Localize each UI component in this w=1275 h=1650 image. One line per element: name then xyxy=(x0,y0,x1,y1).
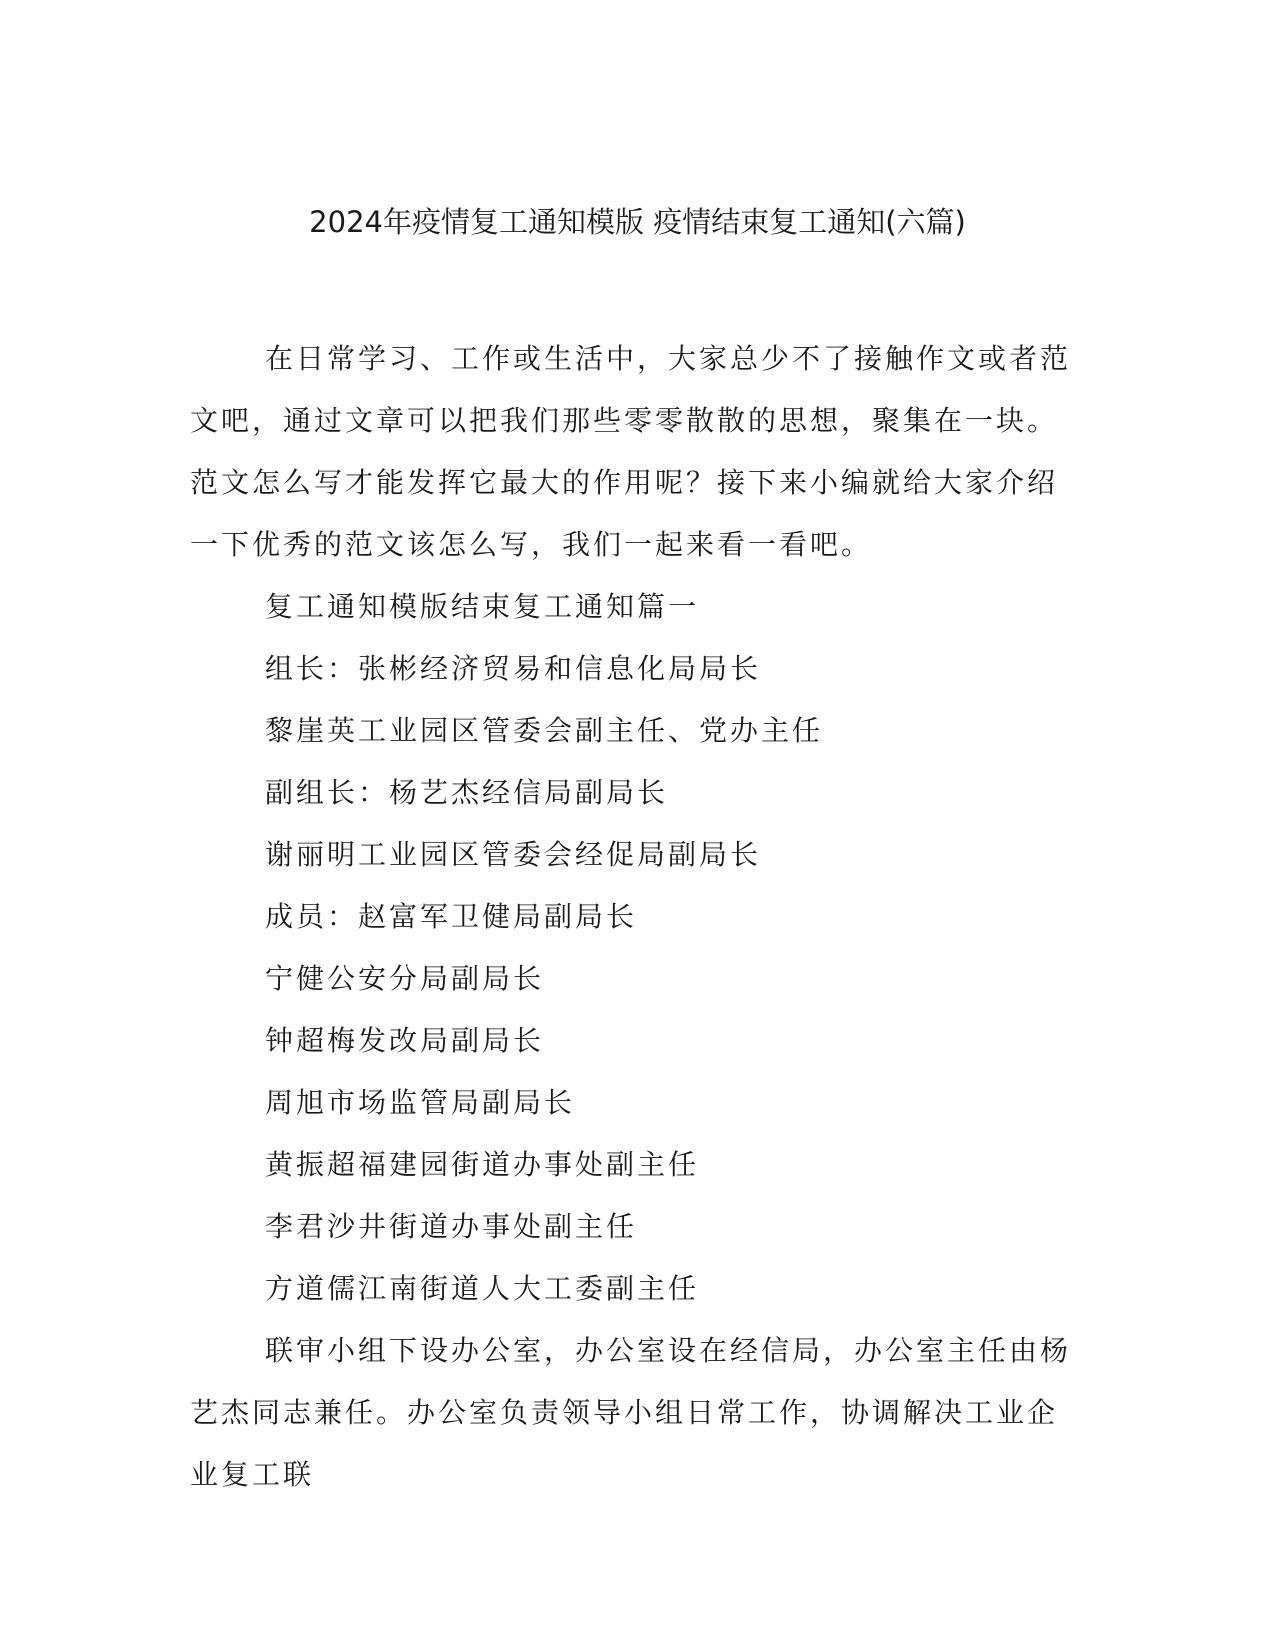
section-heading: 复工通知模版结束复工通知篇一 xyxy=(265,590,700,623)
list-item: 周旭市场监管局副局长 xyxy=(265,1086,576,1119)
list-item: 黄振超福建园街道办事处副主任 xyxy=(265,1148,700,1181)
list-item: 黎崖英工业园区管委会副主任、党办主任 xyxy=(265,714,824,747)
list-item: 宁健公安分局副局长 xyxy=(265,962,545,995)
list-item: 谢丽明工业园区管委会经促局副局长 xyxy=(265,838,762,871)
list-item: 李君沙井街道办事处副主任 xyxy=(265,1210,638,1243)
list-item: 组长：张彬经济贸易和信息化局局长 xyxy=(265,652,762,685)
list-item: 方道儒江南街道人大工委副主任 xyxy=(265,1272,700,1305)
list-item: 成员：赵富军卫健局副局长 xyxy=(265,900,638,933)
intro-paragraph: 在日常学习、工作或生活中，大家总少不了接触作文或者范文吧，通过文章可以把我们那些零零散散的思想，聚集在一块。范文怎么写才能发挥它最大的作用呢？接下来小编就给大家介绍一下优秀的范文该怎么写，我们一起来看一看吧。 xyxy=(190,342,1072,561)
closing-paragraph: 联审小组下设办公室，办公室设在经信局，办公室主任由杨艺杰同志兼任。办公室负责领导小组日常工作，协调解决工业企业复工联 xyxy=(190,1334,1072,1491)
list-item: 钟超梅发改局副局长 xyxy=(265,1024,545,1057)
document-body xyxy=(190,328,1080,1506)
document-title: 2024年疫情复工通知模版 疫情结束复工通知(六篇) xyxy=(309,205,966,239)
list-item: 副组长：杨艺杰经信局副局长 xyxy=(265,776,669,809)
